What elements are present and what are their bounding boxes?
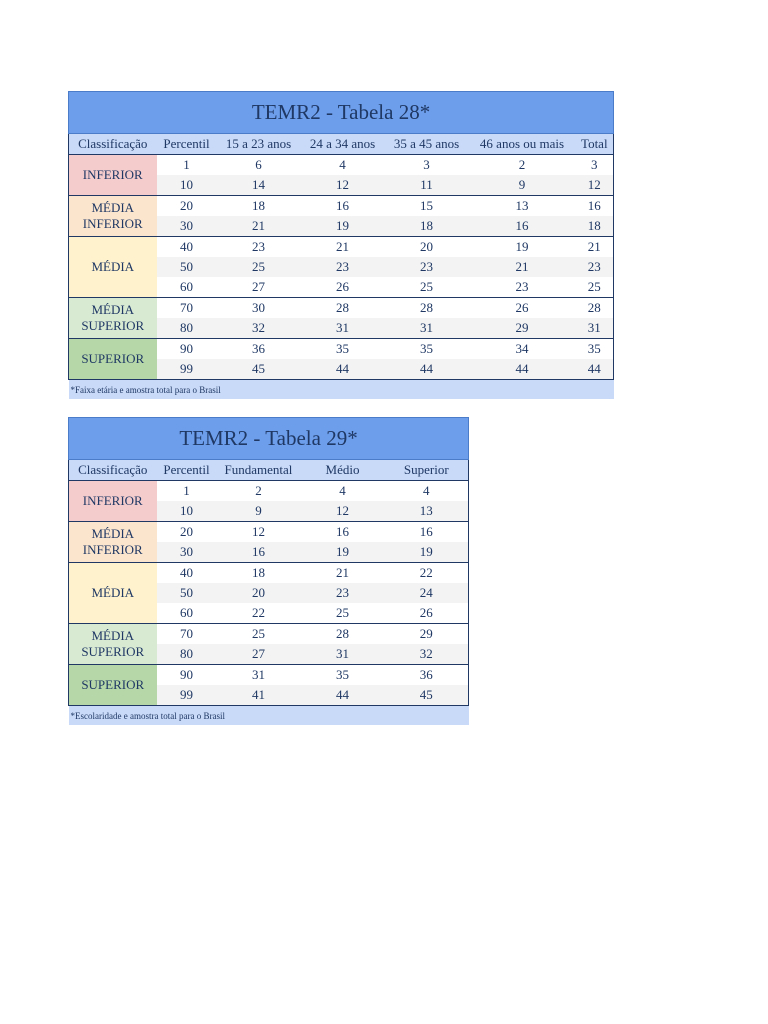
value-cell: 14 — [217, 175, 301, 196]
value-cell: 28 — [385, 298, 469, 319]
value-cell: 16 — [385, 522, 469, 543]
percentile-cell: 10 — [157, 175, 217, 196]
percentile-cell: 70 — [157, 624, 217, 645]
value-cell: 21 — [217, 216, 301, 237]
table-footnote: *Escolaridade e amostra total para o Brasil — [69, 706, 469, 726]
value-cell: 18 — [217, 196, 301, 217]
value-cell: 32 — [385, 644, 469, 665]
table-row — [69, 339, 614, 360]
value-cell: 18 — [385, 216, 469, 237]
value-cell: 35 — [301, 339, 385, 360]
percentile-cell: 50 — [157, 257, 217, 277]
table-row — [69, 237, 614, 258]
value-cell: 9 — [469, 175, 576, 196]
value-cell: 20 — [217, 583, 301, 603]
value-cell: 35 — [576, 339, 614, 360]
classification-inferior: INFERIOR — [69, 155, 157, 196]
value-cell: 24 — [385, 583, 469, 603]
column-header: Fundamental — [217, 460, 301, 481]
table-row — [69, 665, 469, 686]
value-cell: 45 — [385, 685, 469, 706]
classification-media-superior: MÉDIA SUPERIOR — [69, 624, 157, 665]
value-cell: 4 — [385, 481, 469, 502]
value-cell: 3 — [385, 155, 469, 176]
table-footnote: *Faixa etária e amostra total para o Brasil — [69, 380, 614, 400]
value-cell: 18 — [217, 563, 301, 584]
value-cell: 25 — [217, 624, 301, 645]
value-cell: 26 — [385, 603, 469, 624]
value-cell: 35 — [385, 339, 469, 360]
column-header: 15 a 23 anos — [217, 134, 301, 155]
percentile-cell: 50 — [157, 583, 217, 603]
percentile-cell: 80 — [157, 644, 217, 665]
percentile-cell: 30 — [157, 542, 217, 563]
percentile-cell: 40 — [157, 563, 217, 584]
column-header: Classificação — [69, 134, 157, 155]
value-cell: 44 — [385, 359, 469, 380]
value-cell: 18 — [576, 216, 614, 237]
table-row — [69, 624, 469, 645]
value-cell: 25 — [576, 277, 614, 298]
table-row — [69, 563, 469, 584]
value-cell: 21 — [301, 563, 385, 584]
value-cell: 28 — [301, 624, 385, 645]
value-cell: 44 — [301, 685, 385, 706]
value-cell: 6 — [217, 155, 301, 176]
classification-superior: SUPERIOR — [69, 339, 157, 380]
column-header: 46 anos ou mais — [469, 134, 576, 155]
value-cell: 16 — [217, 542, 301, 563]
value-cell: 31 — [576, 318, 614, 339]
table-29 — [68, 417, 469, 725]
percentile-cell: 90 — [157, 665, 217, 686]
value-cell: 34 — [469, 339, 576, 360]
value-cell: 22 — [217, 603, 301, 624]
table-row — [69, 522, 469, 543]
value-cell: 4 — [301, 155, 385, 176]
value-cell: 26 — [301, 277, 385, 298]
value-cell: 32 — [217, 318, 301, 339]
percentile-cell: 20 — [157, 522, 217, 543]
value-cell: 31 — [301, 318, 385, 339]
value-cell: 44 — [301, 359, 385, 380]
percentile-cell: 10 — [157, 501, 217, 522]
percentile-cell: 80 — [157, 318, 217, 339]
value-cell: 27 — [217, 644, 301, 665]
value-cell: 2 — [469, 155, 576, 176]
value-cell: 12 — [576, 175, 614, 196]
value-cell: 28 — [301, 298, 385, 319]
value-cell: 21 — [576, 237, 614, 258]
value-cell: 23 — [301, 583, 385, 603]
classification-media-superior: MÉDIA SUPERIOR — [69, 298, 157, 339]
classification-media: MÉDIA — [69, 563, 157, 624]
value-cell: 16 — [301, 522, 385, 543]
value-cell: 12 — [301, 175, 385, 196]
table-row — [69, 481, 469, 502]
percentile-cell: 70 — [157, 298, 217, 319]
value-cell: 23 — [469, 277, 576, 298]
percentile-cell: 30 — [157, 216, 217, 237]
value-cell: 13 — [385, 501, 469, 522]
classification-inferior: INFERIOR — [69, 481, 157, 522]
percentile-cell: 90 — [157, 339, 217, 360]
column-header: Médio — [301, 460, 385, 481]
value-cell: 27 — [217, 277, 301, 298]
percentile-cell: 60 — [157, 603, 217, 624]
value-cell: 2 — [217, 481, 301, 502]
value-cell: 25 — [301, 603, 385, 624]
value-cell: 28 — [576, 298, 614, 319]
percentile-cell: 40 — [157, 237, 217, 258]
value-cell: 22 — [385, 563, 469, 584]
value-cell: 30 — [217, 298, 301, 319]
percentile-cell: 60 — [157, 277, 217, 298]
value-cell: 44 — [469, 359, 576, 380]
table-title: TEMR2 - Tabela 29* — [69, 418, 469, 460]
value-cell: 11 — [385, 175, 469, 196]
classification-media: MÉDIA — [69, 237, 157, 298]
column-header: 35 a 45 anos — [385, 134, 469, 155]
value-cell: 19 — [301, 216, 385, 237]
column-header: Classificação — [69, 460, 157, 481]
table-row — [69, 155, 614, 176]
value-cell: 23 — [576, 257, 614, 277]
value-cell: 15 — [385, 196, 469, 217]
percentile-cell: 99 — [157, 685, 217, 706]
classification-media-inferior: MÉDIA INFERIOR — [69, 522, 157, 563]
table-title: TEMR2 - Tabela 28* — [69, 92, 614, 134]
value-cell: 23 — [217, 237, 301, 258]
value-cell: 19 — [301, 542, 385, 563]
value-cell: 36 — [217, 339, 301, 360]
value-cell: 4 — [301, 481, 385, 502]
value-cell: 29 — [385, 624, 469, 645]
value-cell: 31 — [301, 644, 385, 665]
value-cell: 12 — [217, 522, 301, 543]
value-cell: 13 — [469, 196, 576, 217]
value-cell: 16 — [469, 216, 576, 237]
value-cell: 41 — [217, 685, 301, 706]
value-cell: 16 — [301, 196, 385, 217]
column-header: 24 a 34 anos — [301, 134, 385, 155]
table-row — [69, 196, 614, 217]
value-cell: 45 — [217, 359, 301, 380]
column-header: Percentil — [157, 460, 217, 481]
value-cell: 19 — [469, 237, 576, 258]
classification-media-inferior: MÉDIA INFERIOR — [69, 196, 157, 237]
value-cell: 3 — [576, 155, 614, 176]
column-header: Superior — [385, 460, 469, 481]
value-cell: 25 — [217, 257, 301, 277]
value-cell: 16 — [576, 196, 614, 217]
value-cell: 29 — [469, 318, 576, 339]
value-cell: 12 — [301, 501, 385, 522]
value-cell: 20 — [385, 237, 469, 258]
percentile-cell: 20 — [157, 196, 217, 217]
value-cell: 31 — [217, 665, 301, 686]
table-row — [69, 298, 614, 319]
value-cell: 23 — [301, 257, 385, 277]
value-cell: 35 — [301, 665, 385, 686]
value-cell: 26 — [469, 298, 576, 319]
value-cell: 44 — [576, 359, 614, 380]
value-cell: 21 — [469, 257, 576, 277]
value-cell: 23 — [385, 257, 469, 277]
value-cell: 9 — [217, 501, 301, 522]
value-cell: 19 — [385, 542, 469, 563]
value-cell: 21 — [301, 237, 385, 258]
value-cell: 31 — [385, 318, 469, 339]
classification-superior: SUPERIOR — [69, 665, 157, 706]
value-cell: 36 — [385, 665, 469, 686]
percentile-cell: 1 — [157, 155, 217, 176]
percentile-cell: 99 — [157, 359, 217, 380]
percentile-cell: 1 — [157, 481, 217, 502]
table-28 — [68, 91, 614, 399]
column-header: Percentil — [157, 134, 217, 155]
column-header: Total — [576, 134, 614, 155]
value-cell: 25 — [385, 277, 469, 298]
